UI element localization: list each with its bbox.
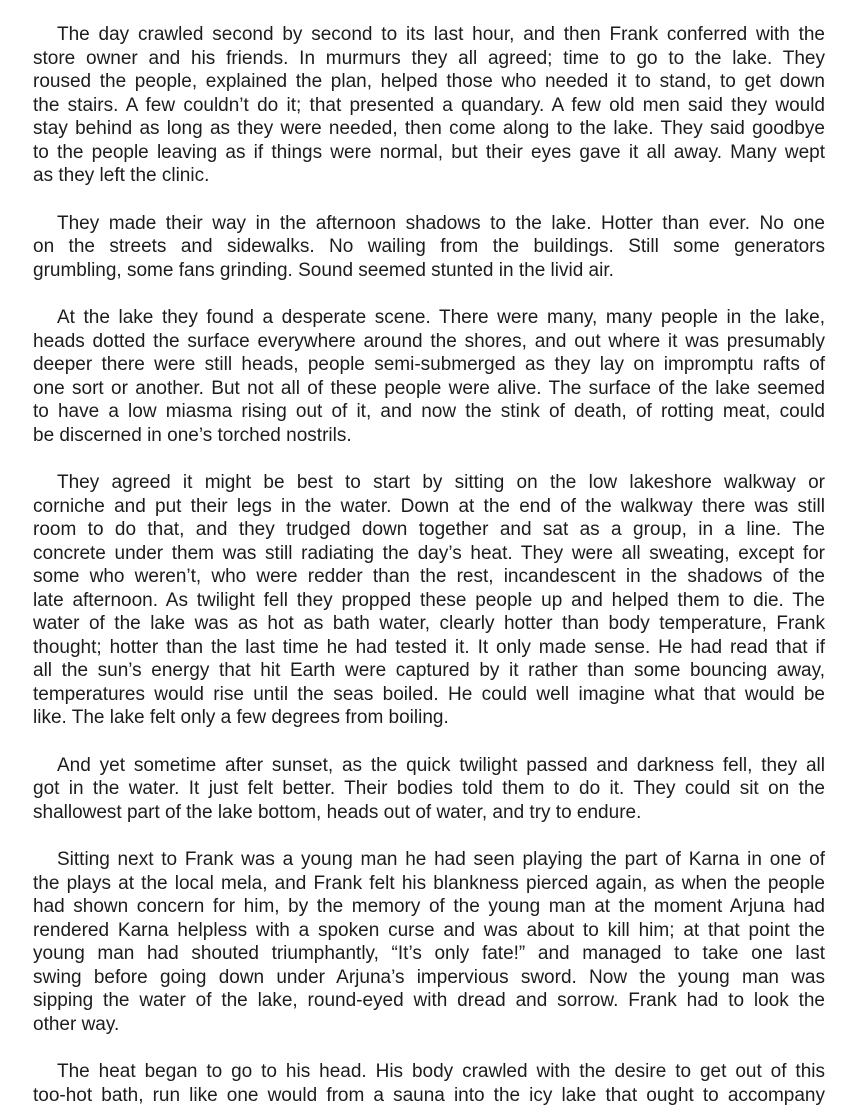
text-line: heads dotted the surface everywhere around the shores, and out where it was presumably — [33, 330, 825, 352]
text-line: as they left the clinic. — [33, 165, 210, 186]
paragraph — [33, 212, 825, 283]
text-line: concrete under them was still radiating the day’s heat. They were all sweating, except for — [33, 542, 825, 564]
text-line: all the sun’s energy that hit Earth were captured by it rather than some bouncing away, — [33, 660, 825, 681]
text-line: to the people leaving as if things were normal, but their eyes gave it all away. Many wept — [33, 141, 825, 163]
text-line: late afternoon. As twilight fell they propped these people up and helped them to die. The — [33, 589, 825, 611]
text-line: The day crawled second by second to its last hour, and then Frank conferred with the — [57, 24, 825, 45]
text-line: The heat began to go to his head. His body crawled with the desire to get out of this — [57, 1061, 825, 1082]
text-line: too-hot bath, run like one would from a sauna into the icy lake that ought to accompany — [33, 1084, 825, 1106]
text-line: And yet sometime after sunset, as the quick twilight passed and darkness fell, they all — [57, 754, 825, 776]
text-line: temperatures would rise until the seas boiled. He could well imagine what that would be — [33, 683, 825, 705]
text-line: At the lake they found a desperate scene. There were many, many people in the lake, — [57, 307, 825, 328]
text-line: sipping the water of the lake, round-eyed with dread and sorrow. Frank had to look the — [33, 990, 825, 1011]
text-line: roused the people, explained the plan, helped those who needed it to stand, to get down — [33, 71, 825, 92]
paragraph — [33, 306, 825, 447]
text-line: like. The lake felt only a few degrees from boiling. — [33, 707, 449, 728]
text-line: swing before going down under Arjuna’s impervious sword. Now the young man was — [33, 966, 825, 988]
text-line: some who weren’t, who were redder than the rest, incandescent in the shadows of the — [33, 566, 825, 587]
text-line: water of the lake was as hot as bath water, clearly hotter than body temperature, Frank — [33, 613, 825, 634]
text-line: one sort or another. But not all of these people were alive. The surface of the lake seemed — [33, 377, 825, 399]
text-line: be discerned in one’s torched nostrils. — [33, 424, 352, 446]
text-line: corniche and put their legs in the water. Down at the end of the walkway there was still — [33, 495, 825, 517]
paragraph — [33, 471, 825, 730]
text-line: deeper there were still heads, people semi-submerged as they lay on impromptu rafts of — [33, 354, 825, 375]
text-line: Sitting next to Frank was a young man he had seen playing the part of Karna in one of — [57, 849, 825, 870]
text-line: had shown concern for him, by the memory of the young man at the moment Arjuna had — [33, 896, 825, 917]
text-line: young man had shouted triumphantly, “It’s only fate!” and managed to take one last — [33, 943, 825, 964]
paragraph — [33, 848, 825, 1036]
text-column — [33, 23, 825, 1107]
text-line: thought; hotter than the last time he had tested it. It only made sense. He had read that if — [33, 636, 825, 658]
text-line: the plays at the local mela, and Frank felt his blankness pierced again, as when the people — [33, 872, 825, 894]
text-line: the stairs. A few couldn’t do it; that presented a quandary. A few old men said they would — [33, 94, 825, 116]
text-line: shallowest part of the lake bottom, heads out of water, and try to endure. — [33, 801, 642, 823]
text-line: room to do that, and they trudged down together and sat as a group, in a line. The — [33, 519, 825, 540]
paragraph — [33, 754, 825, 825]
paragraph — [33, 1060, 825, 1107]
text-line: They made their way in the afternoon shadows to the lake. Hotter than ever. No one — [57, 212, 825, 234]
text-line: grumbling, some fans grinding. Sound seemed stunted in the livid air. — [33, 259, 614, 281]
text-line: stay behind as long as they were needed, then come along to the lake. They said goodbye — [33, 118, 825, 139]
text-line: on the streets and sidewalks. No wailing from the buildings. Still some generators — [33, 236, 825, 257]
text-line: got in the water. It just felt better. Their bodies told them to do it. They could sit on the — [33, 778, 825, 799]
paragraph — [33, 23, 825, 188]
text-line: They agreed it might be best to start by sitting on the low lakeshore walkway or — [57, 472, 825, 493]
text-line: other way. — [33, 1013, 120, 1035]
text-line: rendered Karna helpless with a spoken curse and was about to kill him; at that point the — [33, 919, 825, 941]
text-line: store owner and his friends. In murmurs they all agreed; time to go to the lake. They — [33, 47, 825, 69]
text-line: to have a low miasma rising out of it, and now the stink of death, of rotting meat, could — [33, 401, 825, 422]
